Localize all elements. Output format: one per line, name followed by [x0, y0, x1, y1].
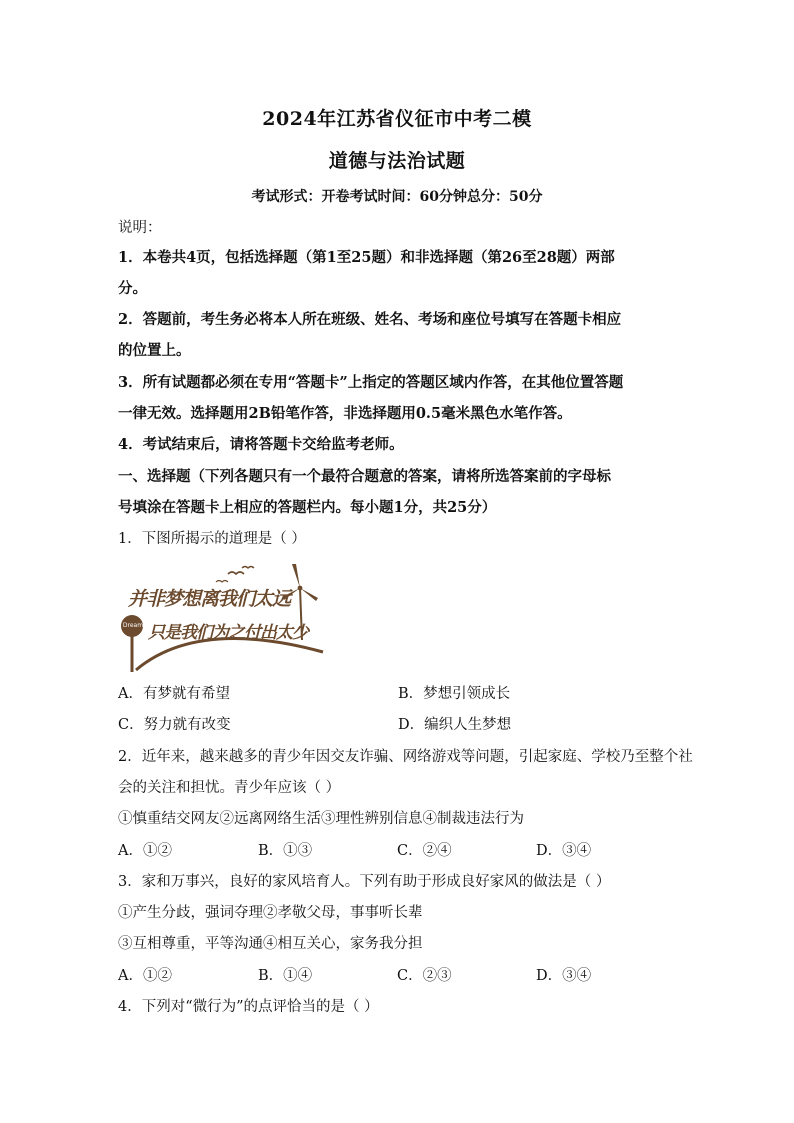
bird-icon — [216, 581, 228, 583]
q1-option-a: A．有梦就有希望 — [118, 686, 230, 702]
section-header: 一、选择题（下列各题只有一个最符合题意的答案，请将所选答案前的字母标 — [118, 468, 611, 485]
note-1: 1．本卷共4页，包括选择题（第1至25题）和非选择题（第26至28题）两部 — [118, 249, 615, 266]
note-4: 4．考试结束后，请将答题卡交给监考老师。 — [118, 436, 404, 453]
figure-badge: Dream — [122, 622, 144, 629]
notes-label: 说明： — [118, 220, 162, 236]
dream-illustration — [118, 560, 328, 672]
q3-option-b: B．①④ — [258, 968, 313, 984]
section-header-cont: 号填涂在答题卡上相应的答题栏内。每小题1分，共25分） — [118, 499, 497, 516]
q2-option-a: A．①② — [118, 843, 172, 859]
bird-icon — [228, 572, 244, 574]
q1-option-b: B．梦想引领成长 — [398, 686, 511, 702]
q2-option-b: B．①③ — [258, 843, 313, 859]
note-1-cont: 分。 — [118, 280, 147, 297]
question-1-stem: 1．下图所揭示的道理是（ ） — [118, 531, 306, 547]
figure-text-line1: 并非梦想离我们太远 — [128, 588, 291, 610]
note-2-cont: 的位置上。 — [118, 342, 191, 359]
q1-option-c: C．努力就有改变 — [118, 717, 231, 733]
q2-option-c: C．②④ — [397, 843, 452, 859]
road-swoosh — [136, 639, 323, 670]
exam-title: 2024年江苏省仪征市中考二模 — [262, 108, 532, 130]
note-3: 3．所有试题都必须在专用“答题卡”上指定的答题区域内作答，在其他位置答题 — [118, 374, 624, 391]
question-3-choices-1: ①产生分歧，强词夺理②孝敬父母，事事听长辈 — [118, 905, 423, 921]
note-3-cont: 一律无效。选择题用2B铅笔作答，非选择题用0.5毫米黑色水笔作答。 — [118, 405, 572, 422]
exam-subtitle: 道德与法治试题 — [328, 150, 466, 172]
question-2-stem: 2．近年来，越来越多的青少年因交友诈骗、网络游戏等问题，引起家庭、学校乃至整个社 — [118, 749, 693, 765]
question-2-stem-cont: 会的关注和担忧。青少年应该（ ） — [118, 780, 341, 796]
question-2-choices: ①慎重结交网友②远离网络生活③理性辨别信息④制裁违法行为 — [118, 811, 524, 827]
bird-icon — [242, 567, 254, 569]
question-3-choices-2: ③互相尊重，平等沟通④相互关心，家务我分担 — [118, 936, 423, 952]
q3-option-c: C．②③ — [397, 968, 452, 984]
exam-meta: 考试形式：开卷考试时间：60分钟总分：50分 — [251, 189, 543, 205]
question-4-stem: 4．下列对“微行为”的点评恰当的是（ ） — [118, 999, 379, 1015]
dream-figure — [118, 560, 328, 672]
q3-option-a: A．①② — [118, 968, 172, 984]
q3-option-d: D．③④ — [536, 968, 592, 984]
question-3-stem: 3．家和万事兴，良好的家风培育人。下列有助于形成良好家风的做法是（ ） — [118, 874, 611, 890]
q1-option-d: D．编织人生梦想 — [398, 717, 512, 733]
q2-option-d: D．③④ — [536, 843, 592, 859]
note-2: 2．答题前，考生务必将本人所在班级、姓名、考场和座位号填写在答题卡相应 — [118, 311, 622, 328]
figure-text-line2: 只是我们为之付出太少 — [148, 623, 308, 643]
